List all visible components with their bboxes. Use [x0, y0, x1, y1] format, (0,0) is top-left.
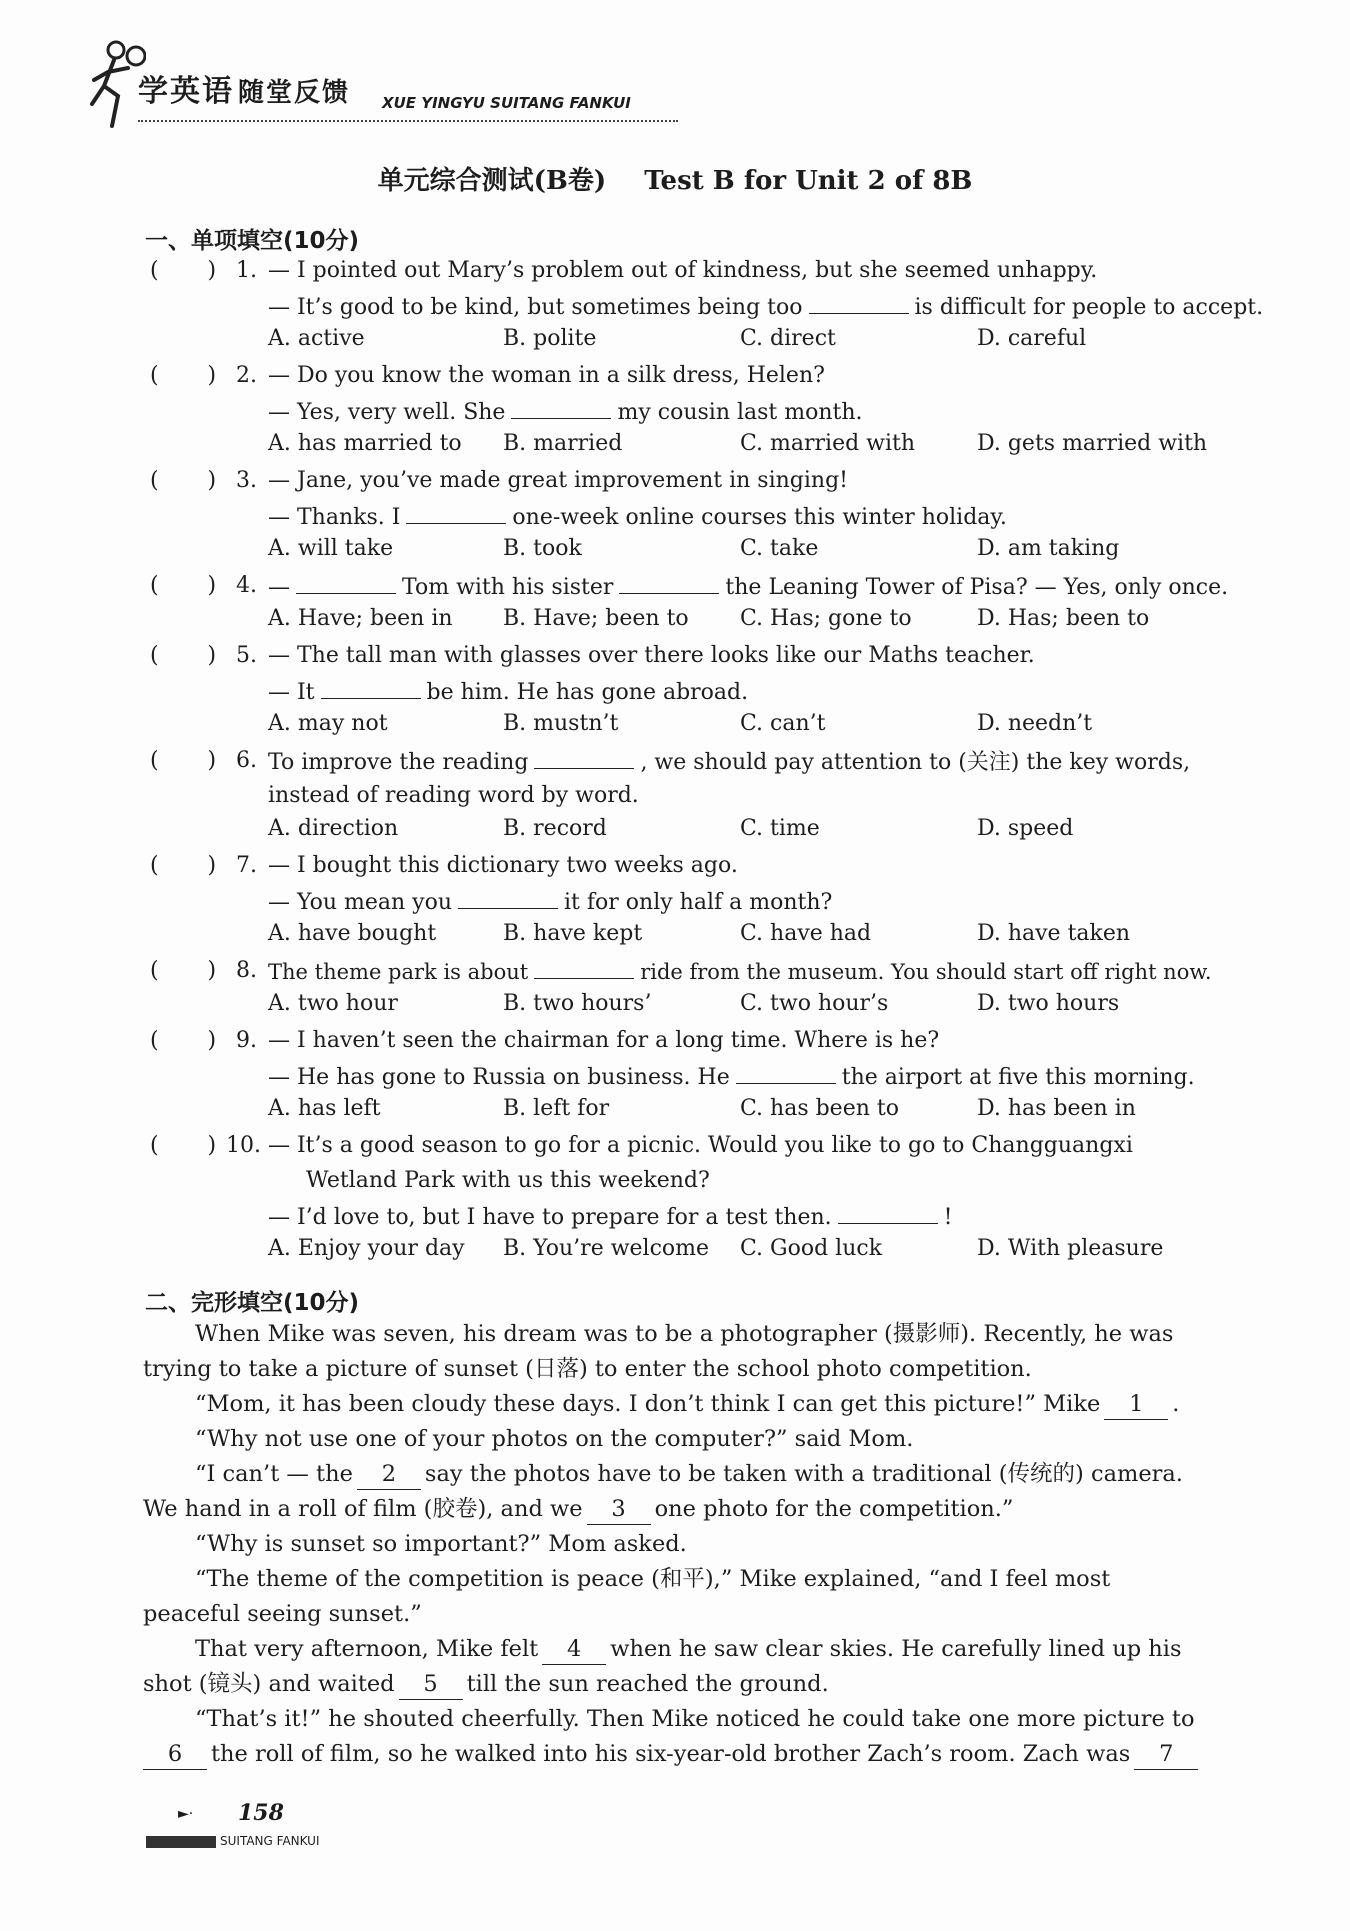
option: C. take [740, 536, 819, 561]
title-cn: 单元综合测试(B卷) [377, 166, 607, 196]
question-text: instead of reading word by word. [268, 783, 639, 808]
question-text: — It’s good to be kind, but sometimes being too is difficult for people to accept. [268, 291, 1263, 323]
question-text: Wetland Park with us this weekend? [306, 1168, 710, 1193]
answer-blank [321, 676, 421, 699]
answer-blank [458, 886, 558, 909]
option: C. direct [740, 326, 836, 351]
question-number: 5. [236, 643, 257, 668]
question-text: To improve the reading , we should pay attention to (关注) the key words, [268, 746, 1190, 778]
cloze-blank: 7 [1134, 1739, 1198, 1770]
question-text: — I bought this dictionary two weeks ago. [268, 853, 738, 878]
question-text: — I pointed out Mary’s problem out of kindness, but she seemed unhappy. [268, 258, 1098, 283]
passage-line: We hand in a roll of film (胶卷), and we 3 one photo for the competition.” [143, 1494, 1013, 1525]
cloze-blank: 6 [143, 1739, 207, 1770]
question-number: 1. [236, 258, 257, 283]
question-text: — You mean you it for only half a month? [268, 886, 832, 918]
option: D. am taking [977, 536, 1120, 561]
option: B. two hours’ [503, 991, 652, 1016]
page-title [0, 160, 1350, 197]
option: D. gets married with [977, 431, 1208, 456]
question-text: — Tom with his sister the Leaning Tower of Pisa? — Yes, only once. [268, 571, 1228, 603]
option: C. has been to [740, 1096, 899, 1121]
passage-line: “Mom, it has been cloudy these days. I don’t think I can get this picture!” Mike 1 . [195, 1389, 1179, 1420]
passage-line: “Why not use one of your photos on the computer?” said Mom. [195, 1426, 914, 1452]
option: A. Enjoy your day [268, 1236, 465, 1261]
question-number: 8. [236, 958, 257, 983]
option: C. married with [740, 431, 916, 456]
page-number: 158 [238, 1800, 284, 1826]
divider [138, 120, 678, 122]
option: B. have kept [503, 921, 643, 946]
option: D. needn’t [977, 711, 1093, 736]
passage-line: When Mike was seven, his dream was to be a photographer (摄影师). Recently, he was [195, 1321, 1174, 1347]
answer-bracket[interactable]: ( ) [150, 468, 217, 493]
passage-line: “That’s it!” he shouted cheerfully. Then Mike noticed he could take one more picture to [195, 1706, 1195, 1732]
question-text: — I’d love to, but I have to prepare for a test then. ! [268, 1201, 953, 1233]
option: A. active [268, 326, 365, 351]
answer-blank [534, 746, 634, 769]
question-number: 3. [236, 468, 257, 493]
question-text: — It’s a good season to go for a picnic. Would you like to go to Changguangxi [268, 1133, 1133, 1158]
option: D. With pleasure [977, 1236, 1164, 1261]
answer-bracket[interactable]: ( ) [150, 748, 217, 773]
passage-line: That very afternoon, Mike felt 4 when he saw clear skies. He carefully lined up his [195, 1634, 1182, 1665]
option: C. Has; gone to [740, 606, 912, 631]
title-en: Test B for Unit 2 of 8B [644, 166, 973, 196]
header-banner [86, 34, 686, 134]
cloze-blank: 4 [542, 1634, 606, 1665]
question-number: 7. [236, 853, 257, 878]
brand-title: 学英语 随堂反馈 [138, 74, 351, 109]
option: D. speed [977, 816, 1074, 841]
question-number: 4. [236, 573, 257, 598]
option: B. mustn’t [503, 711, 619, 736]
option: B. took [503, 536, 582, 561]
option: B. married [503, 431, 623, 456]
answer-bracket[interactable]: ( ) [150, 1133, 217, 1158]
option: B. record [503, 816, 607, 841]
question-number: 9. [236, 1028, 257, 1053]
passage-line: “Why is sunset so important?” Mom asked. [195, 1531, 687, 1557]
answer-blank [511, 396, 611, 419]
option: A. will take [268, 536, 394, 561]
answer-blank [838, 1201, 938, 1224]
option: D. have taken [977, 921, 1131, 946]
passage-line: trying to take a picture of sunset (日落) to enter the school photo competition. [143, 1356, 1032, 1382]
arrow-icon: ►· [178, 1806, 194, 1822]
question-number: 10. [226, 1133, 261, 1158]
passage-line: “The theme of the competition is peace (和平),” Mike explained, “and I feel most [195, 1566, 1111, 1592]
answer-blank [619, 571, 719, 594]
option: C. can’t [740, 711, 826, 736]
answer-bracket[interactable]: ( ) [150, 363, 217, 388]
question-text: — He has gone to Russia on business. He the airport at five this morning. [268, 1061, 1195, 1093]
answer-bracket[interactable]: ( ) [150, 573, 217, 598]
option: B. Have; been to [503, 606, 689, 631]
footer-brand: SUITANG FANKUI [146, 1834, 320, 1848]
question-text: — Thanks. I one-week online courses this winter holiday. [268, 501, 1007, 533]
brand-mark-icon [146, 1836, 216, 1848]
cloze-blank: 3 [587, 1494, 651, 1525]
question-number: 6. [236, 748, 257, 773]
option: D. Has; been to [977, 606, 1150, 631]
answer-blank [406, 501, 506, 524]
option: A. Have; been in [268, 606, 453, 631]
answer-bracket[interactable]: ( ) [150, 853, 217, 878]
option: A. has left [268, 1096, 381, 1121]
question-text: — Do you know the woman in a silk dress, Helen? [268, 363, 825, 388]
option: D. has been in [977, 1096, 1136, 1121]
option: B. left for [503, 1096, 610, 1121]
option: D. two hours [977, 991, 1120, 1016]
option: B. You’re welcome [503, 1236, 710, 1261]
passage-line: peaceful seeing sunset.” [143, 1601, 422, 1627]
cloze-blank: 1 [1104, 1389, 1168, 1420]
question-number: 2. [236, 363, 257, 388]
question-text: — The tall man with glasses over there looks like our Maths teacher. [268, 643, 1035, 668]
option: A. may not [268, 711, 388, 736]
answer-blank [809, 291, 909, 314]
question-text: — I haven’t seen the chairman for a long time. Where is he? [268, 1028, 940, 1053]
option: C. two hour’s [740, 991, 889, 1016]
answer-blank [736, 1061, 836, 1084]
question-text: — Jane, you’ve made great improvement in singing! [268, 468, 849, 493]
answer-bracket[interactable]: ( ) [150, 643, 217, 668]
cloze-blank: 2 [357, 1459, 421, 1490]
question-text: — Yes, very well. She my cousin last month. [268, 396, 863, 428]
answer-bracket[interactable]: ( ) [150, 1028, 217, 1053]
cloze-blank: 5 [399, 1669, 463, 1700]
option: C. Good luck [740, 1236, 883, 1261]
option: B. polite [503, 326, 597, 351]
question-text: The theme park is about ride from the museum. You should start off right now. [268, 956, 1212, 987]
answer-bracket[interactable]: ( ) [150, 258, 217, 283]
option: A. two hour [268, 991, 398, 1016]
answer-blank [534, 956, 634, 979]
answer-bracket[interactable]: ( ) [150, 958, 217, 983]
option: C. have had [740, 921, 872, 946]
section-heading: 二、完形填空(10分) [145, 1290, 360, 1316]
option: C. time [740, 816, 820, 841]
option: A. direction [268, 816, 399, 841]
option: A. have bought [268, 921, 437, 946]
answer-blank [296, 571, 396, 594]
option: D. careful [977, 326, 1087, 351]
brand-pinyin: XUE YINGYU SUITANG FANKUI [382, 94, 631, 112]
section-heading: 一、单项填空(10分) [145, 228, 360, 254]
passage-line: “I can’t — the 2 say the photos have to be taken with a traditional (传统的) camera. [195, 1459, 1183, 1490]
passage-line: shot (镜头) and waited 5 till the sun reached the ground. [143, 1669, 829, 1700]
passage-line: 6 the roll of film, so he walked into his six-year-old brother Zach’s room. Zach was 7 [143, 1739, 1202, 1770]
runner-logo-icon [86, 34, 146, 134]
question-text: — It be him. He has gone abroad. [268, 676, 748, 708]
option: A. has married to [268, 431, 462, 456]
